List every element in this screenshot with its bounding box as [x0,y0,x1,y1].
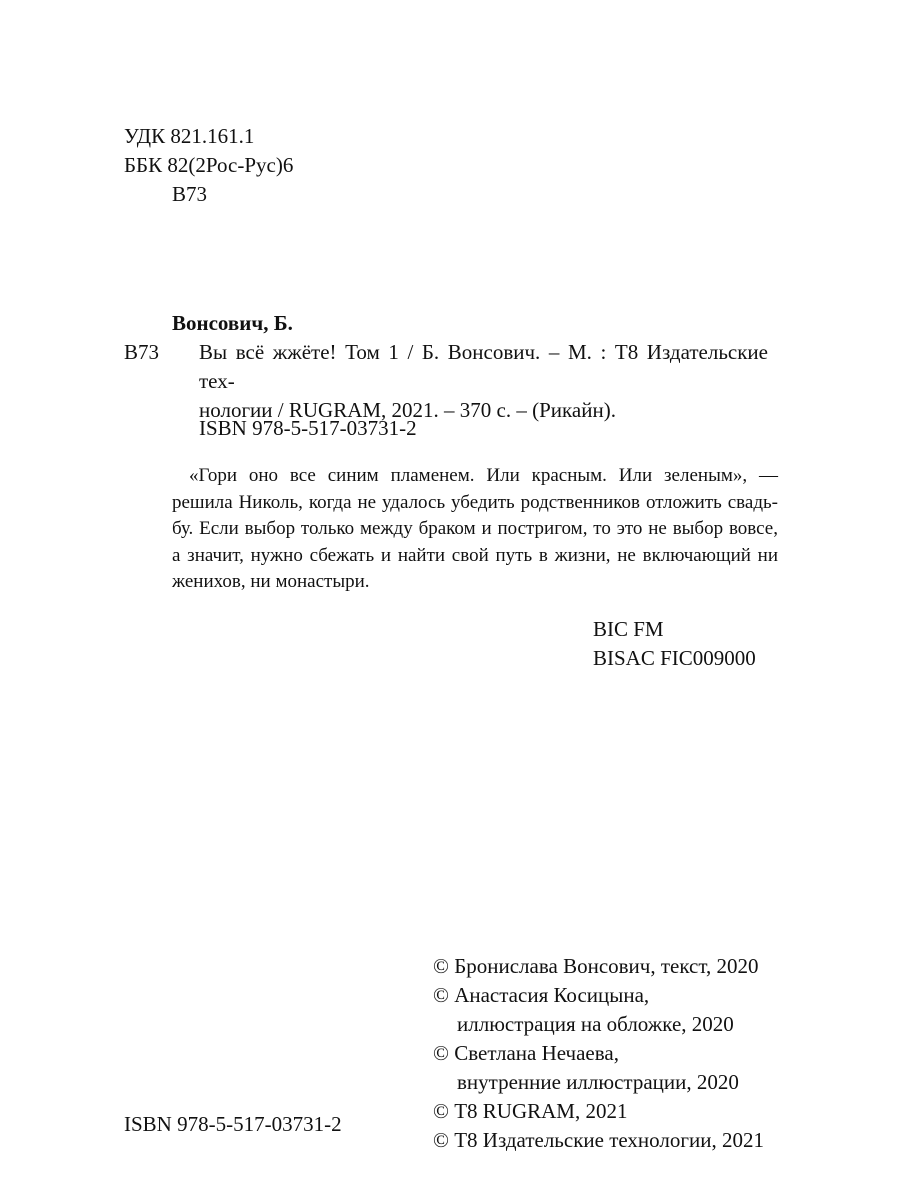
isbn-record: ISBN 978-5-517-03731-2 [199,416,417,440]
udk-code: УДК 821.161.1 [124,124,255,148]
copyright-line: © Т8 RUGRAM, 2021 [433,1099,628,1123]
bibliographic-record [124,338,768,425]
annotation-line: а значит, нужно сбежать и найти свой путь в жизни, не включающий ни [172,544,778,566]
author-sign-margin: В73 [124,340,160,364]
bisac-code: BISAC FIC009000 [593,646,756,670]
annotation-line: решила Николь, когда не удалось убедить родственников отложить свадь- [172,491,778,513]
bic-code: BIC FM [593,617,664,641]
copyright-line: © Светлана Нечаева, [433,1041,619,1065]
annotation [172,463,778,596]
annotation-line: «Гори оно все синим пламенем. Или красным. Или зеленым», — [189,465,778,486]
copyright-line: © Анастасия Косицына, [433,983,650,1007]
description-line: Вы всё жжёте! Том 1 / Б. Вонсович. – М. : Т8 Издательские тех- [199,340,768,393]
copyright-line: © Т8 Издательские технологии, 2021 [433,1128,764,1152]
bbk-code: ББК 82(2Рос-Рус)6 [124,153,294,177]
annotation-line: бу. Если выбор только между браком и постригом, то это не выбор вовсе, [172,518,778,539]
copyright-line: © Бронислава Вонсович, текст, 2020 [433,954,759,978]
footer-isbn: ISBN 978-5-517-03731-2 [124,1112,342,1136]
copyright-line: внутренние иллюстрации, 2020 [457,1070,739,1094]
copyright-notices [433,952,764,1155]
description-line: нологии / RUGRAM, 2021. – 370 с. – (Рикайн). [199,398,616,422]
author-heading: Вонсович, Б. [172,311,293,335]
classification-block [124,122,293,209]
subject-codes [593,615,756,673]
copyright-line: иллюстрация на обложке, 2020 [457,1012,734,1036]
annotation-line: женихов, ни монастыри. [172,571,370,592]
author-sign: В73 [172,182,208,206]
bibliographic-description [199,338,768,425]
